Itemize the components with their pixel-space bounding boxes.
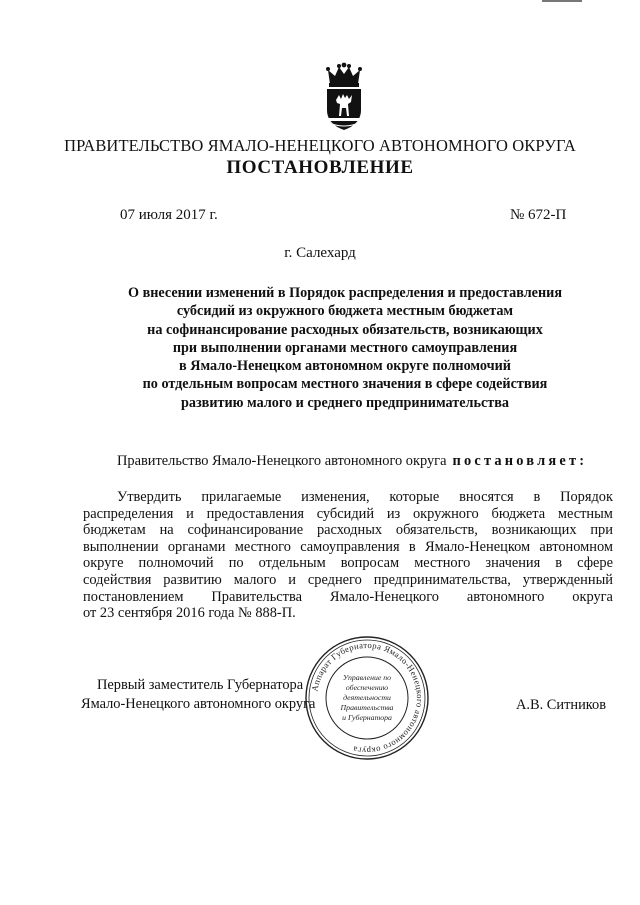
resolution-body [83, 489, 613, 622]
scan-edge-mark [542, 0, 582, 2]
title-line: в Ямало-Ненецком автономном округе полномочий [179, 358, 511, 375]
title-line: на софинансирование расходных обязательств, возникающих [147, 321, 543, 338]
title-line: развитию малого и среднего предпринимательства [180, 394, 509, 411]
body-line: бюджетам на софинансирование расходных обязательств, возникающих при [83, 522, 613, 539]
svg-text:Аппарат Губернатора Ямало-Нене: Аппарат Губернатора Ямало-Ненецкого автономного округа [309, 639, 426, 757]
body-line: Утвердить прилагаемые изменения, которые вносятся в Порядок [117, 489, 613, 505]
title-line: по отдельным вопросам местного значения в сфере содействия [142, 376, 548, 393]
signatory-name: А.В. Ситников [516, 697, 607, 713]
document-date: 07 июля 2017 г. [120, 207, 218, 223]
title-line: О внесении изменений в Порядок распределения и предоставления [127, 285, 562, 301]
preamble-verb: постановляет: [452, 453, 588, 469]
title-line: при выполнении органами местного самоуправления [172, 339, 518, 356]
document-number: № 672-П [510, 207, 567, 223]
coat-of-arms-emblem [318, 62, 370, 134]
svg-text:Правительства: Правительства [340, 703, 394, 712]
body-line: содействия развитию малого и среднего предпринимательства, утвержденный [83, 571, 613, 588]
signatory-position [81, 676, 316, 714]
preamble [117, 453, 587, 470]
svg-text:Управление по: Управление по [342, 673, 392, 682]
body-line: округе полномочий по отдельным вопросам местного значения в сфере [83, 555, 613, 572]
preamble-text: Правительство Ямало-Ненецкого автономного округа [117, 453, 447, 469]
government-name: ПРАВИТЕЛЬСТВО ЯМАЛО-НЕНЕЦКОГО АВТОНОМНОГО ОКРУГА [64, 136, 576, 155]
official-stamp [303, 634, 431, 762]
body-line: распределения и предоставления субсидий из окружного бюджета местным [83, 505, 613, 522]
document-type-heading: ПОСТАНОВЛЕНИЕ [226, 157, 414, 178]
svg-text:деятельности: деятельности [343, 693, 391, 702]
body-line: постановлением Правительства Ямало-Ненецкого автономного округа [83, 588, 613, 605]
body-line: выполнении органами местного самоуправления в Ямало-Ненецком автономном [83, 538, 613, 555]
svg-text:и Губернатора: и Губернатора [342, 713, 392, 722]
title-line: субсидий из окружного бюджета местным бюджетам [176, 303, 514, 320]
signatory-position-line: Первый заместитель Губернатора [97, 677, 304, 693]
document-city: г. Салехард [284, 245, 356, 261]
document-title [80, 284, 610, 412]
svg-text:обеспечению: обеспечению [345, 683, 389, 692]
signatory-position-line: Ямало-Ненецкого автономного округа [81, 696, 316, 712]
body-line: от 23 сентября 2016 года № 888-П. [83, 605, 296, 622]
